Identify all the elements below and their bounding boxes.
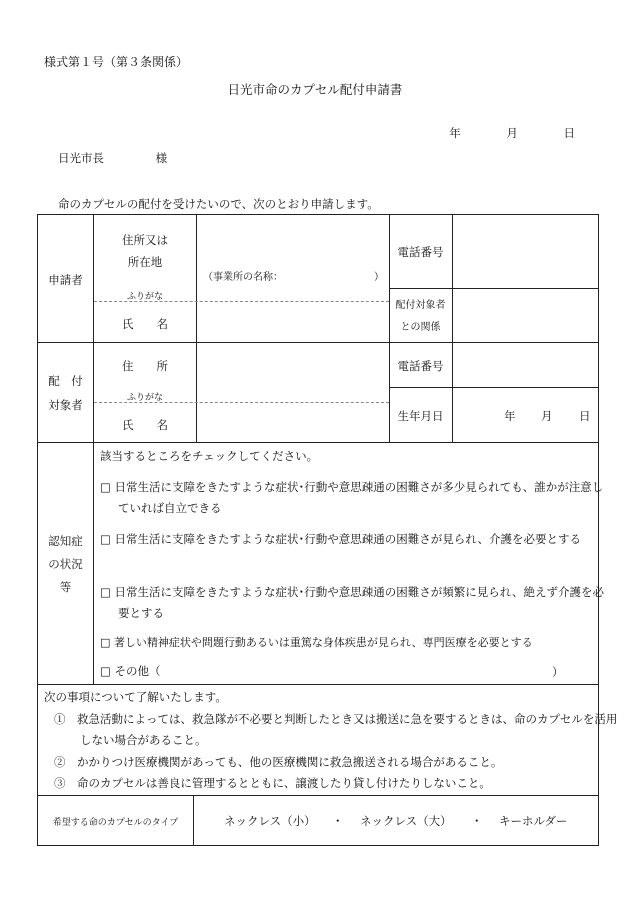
dementia-option-3[interactable]: [100, 582, 612, 624]
application-form-table: [37, 214, 618, 846]
applicant-name-input[interactable]: [197, 303, 387, 341]
applicant-address-label-2: 所在地: [127, 255, 163, 269]
separator-2: ・: [471, 814, 483, 828]
applicant-furigana-label: ふりがな: [126, 292, 163, 302]
recipient-phone-label: 電話番号: [397, 359, 444, 373]
date-day: 日: [563, 126, 575, 140]
dementia-section-label-2: の状況: [48, 557, 83, 571]
applicant-name-label: 氏 名: [122, 317, 168, 331]
addressee-name: 日光市長: [58, 151, 104, 165]
recipient-name-input[interactable]: [197, 404, 387, 441]
option-5-label: その他（: [114, 664, 161, 678]
recipient-section-label: 配 付: [48, 374, 83, 388]
separator-1: ・: [332, 814, 344, 828]
checkbox-3[interactable]: □: [100, 585, 111, 599]
intro-text: 命のカプセルの配付を受けたいので、次のとおり申請します。: [58, 197, 379, 211]
applicant-address-label: 住所又は: [122, 233, 168, 247]
office-name-note: （事業所の名称：: [203, 272, 283, 283]
birth-year: 年: [504, 409, 516, 423]
form-number: 様式第１号（第３条関係）: [44, 55, 189, 69]
recipient-address-label: 住 所: [122, 359, 168, 373]
capsule-type-label: 希望する命のカプセルのタイプ: [52, 818, 179, 828]
applicant-address-input[interactable]: [197, 221, 387, 285]
option-necklace-small[interactable]: ネックレス（小）: [224, 814, 316, 828]
option-2-text: 日常生活に支障をきたすような症状･行動や意思疎通の困難さが見られ、介護を必要とする: [114, 532, 581, 546]
applicant-phone-input[interactable]: [453, 217, 597, 287]
dementia-option-4[interactable]: [100, 632, 594, 653]
option-necklace-large[interactable]: ネックレス（大）: [360, 814, 452, 828]
option-4-text: 著しい精神症状や問題行動あるいは重篤な身体疾患が見られ、専門医療を必要とする: [113, 636, 533, 649]
applicant-phone-label: 電話番号: [397, 245, 444, 259]
addressee: [58, 150, 167, 166]
option-1-text: 日常生活に支障をきたすような症状･行動や意思疎通の困難さが多少見られても、誰かが注意していれば自立できる: [114, 480, 604, 515]
recipient-name-label: 氏 名: [122, 418, 168, 432]
dementia-section-label-3: 等: [59, 580, 72, 594]
dementia-option-5[interactable]: [100, 661, 594, 682]
dementia-section-label: 認知症: [48, 534, 83, 548]
office-name-close: ）: [374, 272, 384, 283]
recipient-address-input[interactable]: [197, 345, 387, 386]
dementia-instruction: 該当するところをチェックしてください。: [100, 449, 319, 463]
notes-heading: 次の事項について了解いたします。: [44, 690, 227, 704]
date-year: 年: [449, 126, 461, 140]
checkbox-4[interactable]: □: [100, 636, 111, 649]
date-field: [425, 125, 575, 141]
dementia-option-2[interactable]: [100, 529, 612, 550]
birth-day: 日: [579, 409, 591, 423]
birth-month: 月: [541, 409, 553, 423]
recipient-furigana-label: ふりがな: [126, 393, 163, 403]
form-title: 日光市命のカプセル配付申請書: [227, 82, 403, 97]
birthdate-label: 生年月日: [397, 409, 444, 423]
date-month: 月: [506, 126, 518, 140]
checkbox-1[interactable]: □: [100, 480, 111, 494]
relation-input[interactable]: [453, 290, 597, 341]
applicant-section-label: 申請者: [48, 273, 83, 287]
recipient-phone-input[interactable]: [453, 345, 597, 386]
dementia-option-1[interactable]: [100, 477, 612, 519]
note-1: ① 救急活動によっては、救急隊が不必要と判断したとき又は搬送に急を要するときは、命のカプセルを活用しない場合があること。: [54, 712, 618, 747]
recipient-section-label-2: 対象者: [48, 398, 83, 412]
checkbox-5[interactable]: □: [100, 664, 111, 678]
option-5-close: ）: [552, 665, 564, 679]
option-3-text: 日常生活に支障をきたすような症状･行動や意思疎通の困難さが頻繁に見られ、絶えず介護を必要とする: [114, 585, 604, 620]
relation-label: 配付対象者: [395, 300, 446, 311]
relation-label-2: との関係: [400, 322, 441, 333]
checkbox-2[interactable]: □: [100, 532, 111, 546]
note-3: ③ 命のカプセルは善良に管理するとともに、譲渡したり貸し付けたりしないこと。: [54, 776, 491, 790]
option-keyholder[interactable]: キーホルダー: [499, 814, 568, 828]
addressee-honorific: 様: [155, 151, 168, 165]
note-2: ② かかりつけ医療機関があっても、他の医療機関に救急搬送される場合があること。: [54, 755, 503, 769]
